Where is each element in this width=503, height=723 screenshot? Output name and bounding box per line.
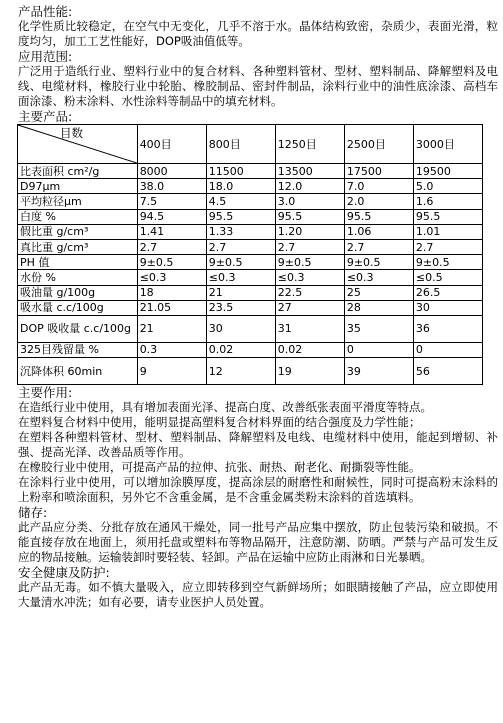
storage-text: 此产品应分类、分批存放在通风干燥处，同一批号产品应集中摆放，防止包装污染和破损。不能直接存放在地面上，须用托盘或塑料布等物品隔开，注意防潮、防晒。严禁与产品可发生反应的物品接触。运输装卸时要轻装、轻卸。产品在运输中应防止雨淋和日光暴晒。 <box>18 520 498 565</box>
table-row <box>18 255 483 270</box>
uses-heading: 主要作用: <box>18 385 73 401</box>
corner-label: 目数 <box>60 126 83 140</box>
table-cell: 1.20 <box>275 224 344 239</box>
table-cell: 2.7 <box>275 239 344 254</box>
table-cell: 27 <box>275 300 344 315</box>
table-cell: 2.7 <box>137 239 206 254</box>
row-label: 白度 % <box>18 209 138 224</box>
table-cell: 8000 <box>137 164 206 179</box>
row-label: 吸水量 c.c/100g <box>18 300 138 315</box>
table-cell: 26.5 <box>413 285 482 300</box>
table-cell: 38.0 <box>137 179 206 194</box>
table-cell: 21 <box>206 285 275 300</box>
table-row <box>18 300 483 315</box>
table-cell: 0 <box>344 342 413 357</box>
table-row <box>18 194 483 209</box>
table-row <box>18 270 483 285</box>
use-plastic-products: 在塑料各种塑料管材、型材、塑料制品、降解塑料及电线、电缆材料中使用，能起到增韧、补强、提高光泽、改善品质等作用。 <box>18 430 498 460</box>
table-cell: 31 <box>275 315 344 342</box>
table-header-row <box>18 125 483 164</box>
table-cell: 0.02 <box>275 342 344 357</box>
products-heading: 主要产品: <box>18 109 73 124</box>
column-header: 3000目 <box>413 125 482 164</box>
table-cell: 19500 <box>413 164 482 179</box>
table-cell: 18.0 <box>206 179 275 194</box>
table-cell: 94.5 <box>137 209 206 224</box>
table-cell: 9±0.5 <box>344 255 413 270</box>
table-cell: 0.02 <box>206 342 275 357</box>
table-cell: 9±0.5 <box>413 255 482 270</box>
table-cell: ≤0.3 <box>275 270 344 285</box>
use-coating: 在涂料行业中使用，可以增加涂膜厚度，提高涂层的耐磨性和耐候性，同时可提高粉末涂料的上粉率和喷涂面积，另外它不含重金属，是不含重金属类粉末涂料的首选填料。 <box>18 475 498 505</box>
table-row <box>18 342 483 357</box>
table-cell: 2.7 <box>344 239 413 254</box>
spec-table <box>17 124 483 385</box>
table-row <box>18 285 483 300</box>
table-row <box>18 358 483 385</box>
table-cell: 4.5 <box>206 194 275 209</box>
column-header: 2500目 <box>344 125 413 164</box>
application-text: 广泛用于造纸行业、塑料行业中的复合材料、各种塑料管材、型材、塑料制品、降解塑料及电线、电缆材料，橡胶行业中轮胎、橡胶制品、密封件制品，涂料行业中的油性底涂漆、高档车面涂漆、粉末涂料、水性涂料等制品中的填充材料。 <box>18 64 498 108</box>
row-label: 比表面积 cm²/g <box>18 164 138 179</box>
table-row <box>18 164 483 179</box>
row-label: 325目残留量 % <box>18 342 138 357</box>
table-cell: 5.0 <box>413 179 482 194</box>
table-row <box>18 224 483 239</box>
table-cell: 3.0 <box>275 194 344 209</box>
document-page <box>18 4 498 610</box>
table-cell: 2.7 <box>413 239 482 254</box>
table-cell: 2.0 <box>344 194 413 209</box>
table-corner-cell <box>18 125 138 164</box>
table-cell: ≤0.3 <box>137 270 206 285</box>
column-header: 1250目 <box>275 125 344 164</box>
table-cell: 9 <box>137 358 206 385</box>
row-label: 真比重 g/cm³ <box>18 239 138 254</box>
table-cell: 18 <box>137 285 206 300</box>
table-cell: 11500 <box>206 164 275 179</box>
table-row <box>18 239 483 254</box>
table-cell: 0 <box>413 342 482 357</box>
table-cell: 2.7 <box>206 239 275 254</box>
table-cell: ≤0.3 <box>206 270 275 285</box>
table-cell: 19 <box>275 358 344 385</box>
table-cell: 23.5 <box>206 300 275 315</box>
table-row <box>18 179 483 194</box>
table-cell: 0.3 <box>137 342 206 357</box>
table-cell: 13500 <box>275 164 344 179</box>
table-cell: 9±0.5 <box>206 255 275 270</box>
table-cell: ≤0.3 <box>344 270 413 285</box>
use-rubber: 在橡胶行业中使用，可提高产品的拉伸、抗张、耐热、耐老化、耐撕裂等性能。 <box>18 460 421 475</box>
table-cell: 9±0.5 <box>137 255 206 270</box>
table-cell: 12.0 <box>275 179 344 194</box>
table-cell: 25 <box>344 285 413 300</box>
row-label: 吸油量 g/100g <box>18 285 138 300</box>
row-label: 平均粒径μm <box>18 194 138 209</box>
table-cell: 1.06 <box>344 224 413 239</box>
table-cell: 30 <box>206 315 275 342</box>
table-cell: 12 <box>206 358 275 385</box>
table-cell: 1.33 <box>206 224 275 239</box>
storage-heading: 储存: <box>18 505 48 521</box>
table-cell: 95.5 <box>344 209 413 224</box>
row-label: D97μm <box>18 179 138 194</box>
row-label: DOP 吸收量 c.c/100g <box>18 315 138 342</box>
row-label: 沉降体积 60min <box>18 358 138 385</box>
performance-heading: 产品性能: <box>18 4 73 19</box>
table-cell: 7.0 <box>344 179 413 194</box>
safety-text: 此产品无毒。如不慎大量吸入，应立即转移到空气新鲜场所；如眼睛接触了产品，应立即使用大量清水冲洗；如有必要，请专业医护人员处置。 <box>18 580 498 610</box>
table-cell: 1.6 <box>413 194 482 209</box>
table-cell: 22.5 <box>275 285 344 300</box>
use-plastic-composite: 在塑料复合材料中使用，能明显提高塑料复合材料界面的结合强度及力学性能； <box>18 415 421 430</box>
column-header: 800目 <box>206 125 275 164</box>
application-heading: 应用范围: <box>18 49 73 64</box>
use-paper: 在造纸行业中使用，具有增加表面光泽、提高白度、改善纸张表面平滑度等特点。 <box>18 400 432 415</box>
table-cell: 95.5 <box>413 209 482 224</box>
table-cell: 17500 <box>344 164 413 179</box>
table-cell: 30 <box>413 300 482 315</box>
table-cell: 95.5 <box>206 209 275 224</box>
table-cell: 36 <box>413 315 482 342</box>
table-cell: 7.5 <box>137 194 206 209</box>
row-label: 假比重 g/cm³ <box>18 224 138 239</box>
table-cell: ≤0.5 <box>413 270 482 285</box>
table-cell: 56 <box>413 358 482 385</box>
table-row <box>18 209 483 224</box>
performance-text: 化学性质比较稳定，在空气中无变化，几乎不溶于水。晶体结构致密，杂质少，表面光滑，粒度均匀，加工工艺性能好，DOP吸油值低等。 <box>18 19 498 48</box>
table-cell: 1.01 <box>413 224 482 239</box>
table-cell: 28 <box>344 300 413 315</box>
table-cell: 35 <box>344 315 413 342</box>
row-label: PH 值 <box>18 255 138 270</box>
row-label: 水份 % <box>18 270 138 285</box>
table-cell: 95.5 <box>275 209 344 224</box>
table-cell: 9±0.5 <box>275 255 344 270</box>
table-cell: 1.41 <box>137 224 206 239</box>
table-cell: 21 <box>137 315 206 342</box>
column-header: 400目 <box>137 125 206 164</box>
safety-heading: 安全健康及防护: <box>18 565 110 581</box>
table-cell: 21.05 <box>137 300 206 315</box>
table-row <box>18 315 483 342</box>
table-cell: 39 <box>344 358 413 385</box>
